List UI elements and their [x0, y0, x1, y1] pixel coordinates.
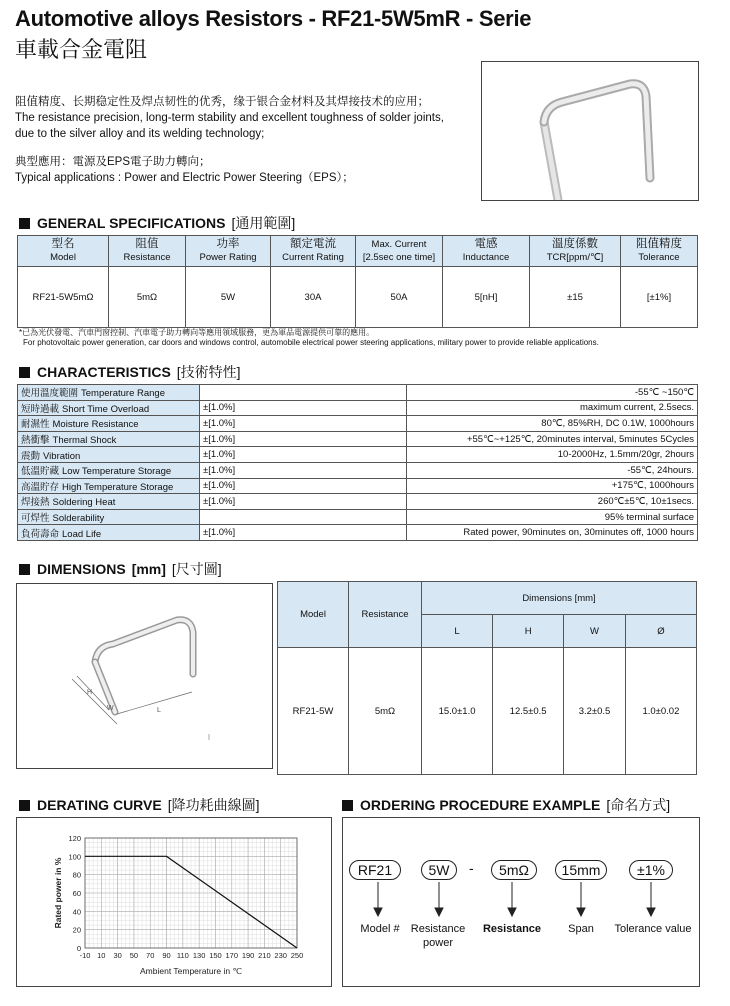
char-name-en: Short Time Overload: [62, 403, 150, 415]
dimensions-title-zh: [尺寸圖]: [171, 561, 222, 577]
char-name-cell: [18, 478, 200, 494]
char-row: [18, 447, 698, 463]
order-code-resistance: 5mΩ: [491, 860, 537, 880]
spec-data-row: [18, 267, 698, 328]
spec-cell: ±15: [530, 267, 621, 328]
intro-zh-1: 阻值精度、长期稳定性及焊点韧性的优秀，缘于银合金材料及其焊接技术的应用；: [15, 96, 429, 108]
char-name-cell: [18, 416, 200, 432]
y-tick-label: 60: [72, 889, 81, 898]
order-label-power: Resistance power: [410, 923, 466, 949]
general-spec-table: [17, 235, 698, 328]
characteristics-table: [17, 384, 698, 541]
spec-col-tolerance: 阻值精度 Tolerance: [621, 236, 698, 267]
y-tick-label: 100: [68, 852, 81, 862]
char-tolerance-cell: ±[1.0%]: [200, 462, 407, 478]
dimensions-heading: [19, 559, 222, 579]
char-tolerance-cell: ±[1.0%]: [200, 494, 407, 510]
dimension-drawing-svg: [17, 584, 272, 768]
y-tick-label: 20: [72, 925, 81, 935]
characteristics-title: CHARACTERISTICS: [37, 364, 171, 380]
dim-col-resistance: Resistance: [349, 582, 422, 648]
dim-header-row: [278, 582, 697, 615]
ordering-title-zh: [命名方式]: [606, 797, 671, 813]
char-name-en: Low Temperature Storage: [62, 466, 172, 478]
x-tick-label: 110: [176, 951, 189, 960]
dim-data-row: [278, 648, 697, 775]
char-name-cell: [18, 431, 200, 447]
char-name-zh: 負荷壽命: [21, 528, 60, 540]
dim-col-phi: Ø: [625, 615, 696, 648]
char-value-cell: -55℃, 24hours.: [407, 462, 698, 478]
dim-cell: 3.2±0.5: [564, 648, 626, 775]
x-tick-label: 230: [274, 951, 287, 960]
char-name-en: Moisture Resistance: [52, 419, 139, 431]
char-tolerance-cell: ±[1.0%]: [200, 400, 407, 416]
derating-chart: [16, 817, 332, 987]
ordering-box: [342, 817, 700, 987]
x-tick-label: 10: [97, 951, 106, 960]
char-row: [18, 431, 698, 447]
page-subtitle: 車載合金電阻: [15, 37, 148, 62]
y-tick-label: 80: [72, 870, 81, 880]
resistor-illustration: [482, 62, 698, 200]
spec-note: [19, 328, 599, 348]
x-tick-label: 90: [162, 951, 171, 960]
spec-col-current: 額定電流 Current Rating: [271, 236, 356, 267]
spec-col-power: 功率 Power Rating: [186, 236, 271, 267]
derating-heading: [19, 795, 260, 815]
x-axis-label: Ambient Temperature in ℃: [140, 966, 242, 976]
spec-cell: 30A: [271, 267, 356, 328]
char-row: [18, 478, 698, 494]
general-spec-title: GENERAL SPECIFICATIONS: [37, 215, 226, 231]
char-value-cell: 80℃, 85%RH, DC 0.1W, 1000hours: [407, 416, 698, 432]
char-name-cell: [18, 385, 200, 401]
product-image: [481, 61, 699, 201]
spec-cell: [±1%]: [621, 267, 698, 328]
char-name-cell: [18, 400, 200, 416]
char-row: [18, 525, 698, 541]
order-label-model: Model #: [360, 923, 400, 935]
char-tolerance-cell: [200, 385, 407, 401]
char-value-cell: 10-2000Hz, 1.5mm/20gr, 2hours: [407, 447, 698, 463]
char-name-en: Solderability: [52, 513, 105, 525]
spec-col-resistance: 阻值 Resistance: [109, 236, 186, 267]
char-name-zh: 熱衝擊: [21, 435, 50, 447]
order-label-span: Span: [568, 923, 594, 935]
spec-col-inductance: 電感 Inductance: [443, 236, 530, 267]
char-value-cell: -55℃ ~150℃: [407, 385, 698, 401]
derating-title-zh: [降功耗曲線圖]: [167, 797, 260, 813]
char-name-en: Thermal Shock: [52, 435, 117, 447]
x-tick-label: 190: [241, 951, 255, 960]
char-name-zh: 短時過載: [21, 403, 60, 415]
y-axis-label: Rated power in %: [53, 857, 63, 929]
char-row: [18, 509, 698, 525]
char-name-en: Load Life: [62, 528, 102, 540]
section-bullet: [19, 564, 30, 575]
spec-col-model: 型名 Model: [18, 236, 109, 267]
characteristics-title-zh: [技術特性]: [176, 364, 241, 380]
order-label-tolerance: Tolerance value: [614, 923, 692, 935]
char-name-cell: [18, 509, 200, 525]
dim-col-w: W: [564, 615, 626, 648]
char-tolerance-cell: ±[1.0%]: [200, 416, 407, 432]
svg-text:L: L: [157, 707, 161, 714]
char-name-en: High Temperature Storage: [62, 481, 174, 493]
x-tick-label: 50: [129, 951, 139, 960]
intro-en-1a: The resistance precision, long-term stability and excellent toughness of solder joints,: [15, 112, 444, 124]
char-tolerance-cell: [200, 509, 407, 525]
dimension-drawing: [16, 583, 273, 769]
derating-chart-svg: [17, 818, 331, 986]
order-dash: -: [469, 860, 474, 876]
order-code-power: 5W: [421, 860, 457, 880]
y-tick-label: 40: [72, 907, 81, 917]
char-tolerance-cell: ±[1.0%]: [200, 525, 407, 541]
char-tolerance-cell: ±[1.0%]: [200, 431, 407, 447]
general-spec-title-zh: [通用範圍]: [231, 215, 296, 231]
char-name-zh: 可焊性: [21, 513, 50, 525]
dim-col-dimensions: Dimensions [mm]: [422, 582, 697, 615]
x-tick-label: 210: [258, 951, 271, 960]
x-tick-label: 30: [113, 951, 122, 960]
order-code-tolerance: ±1%: [629, 860, 673, 880]
spec-cell: 5mΩ: [109, 267, 186, 328]
svg-text:H: H: [87, 689, 93, 696]
x-tick-label: 250: [290, 951, 304, 960]
x-tick-label: 130: [192, 951, 206, 960]
char-value-cell: 260℃±5℃, 10±1secs.: [407, 494, 698, 510]
char-name-zh: 高溫貯存: [21, 481, 60, 493]
dim-col-model: Model: [278, 582, 349, 648]
char-value-cell: Rated power, 90minutes on, 30minutes off, 1000 hours: [407, 525, 698, 541]
dimensions-unit: [mm]: [131, 561, 166, 577]
char-value-cell: 95% terminal surface: [407, 509, 698, 525]
intro-en-2: Typical applications : Power and Electric Power Steering（EPS）；: [15, 172, 354, 184]
spec-cell: 50A: [356, 267, 443, 328]
ordering-title: ORDERING PROCEDURE EXAMPLE: [360, 797, 601, 813]
char-name-cell: [18, 494, 200, 510]
section-bullet: [19, 367, 30, 378]
characteristics-heading: [19, 362, 241, 382]
spec-col-max-current: Max. Current [2.5sec one time]: [356, 236, 443, 267]
dim-cell: 15.0±1.0: [422, 648, 493, 775]
order-code-span: 15mm: [555, 860, 607, 880]
general-spec-heading: [19, 213, 295, 233]
char-row: [18, 416, 698, 432]
char-row: [18, 385, 698, 401]
char-name-zh: 低溫貯藏: [21, 466, 60, 478]
char-value-cell: maximum current, 2.5secs.: [407, 400, 698, 416]
intro-zh-2: 典型應用：電源及EPS電子助力轉向；: [15, 156, 211, 168]
char-name-en: Temperature Range: [81, 388, 165, 400]
section-bullet: [19, 218, 30, 229]
char-value-cell: +175℃, 1000hours: [407, 478, 698, 494]
x-tick-label: 170: [225, 951, 239, 960]
dim-col-h: H: [493, 615, 564, 648]
char-row: [18, 462, 698, 478]
char-name-cell: [18, 525, 200, 541]
spec-col-tcr: 溫度係數 TCR[ppm/℃]: [530, 236, 621, 267]
dim-cell: RF21-5W: [278, 648, 349, 775]
char-name-cell: [18, 462, 200, 478]
section-bullet: [342, 800, 353, 811]
order-code-model: RF21: [349, 860, 401, 880]
spec-cell: 5W: [186, 267, 271, 328]
char-tolerance-cell: ±[1.0%]: [200, 478, 407, 494]
order-label-resistance: Resistance: [482, 923, 542, 935]
spec-cell: 5[nH]: [443, 267, 530, 328]
spec-header-row: [18, 236, 698, 267]
char-name-en: Vibration: [43, 450, 81, 462]
intro-en-1b: due to the silver alloy and its welding technology;: [15, 128, 265, 140]
spec-note-zh: *已為光伏發電、汽車門窗控制、汽車電子助力轉向等應用領域服務，更為軍品電源提供可靠的應用。: [19, 328, 375, 337]
dim-cell: 1.0±0.02: [625, 648, 696, 775]
char-name-zh: 焊接熱: [21, 497, 50, 509]
x-tick-label: 150: [209, 951, 222, 960]
ordering-heading: [342, 795, 670, 815]
dim-cell: 12.5±0.5: [493, 648, 564, 775]
derating-title: DERATING CURVE: [37, 797, 162, 813]
char-name-zh: 耐濕性: [21, 419, 50, 431]
page-title: Automotive alloys Resistors - RF21-5W5mR - Serie: [15, 6, 532, 31]
char-name-zh: 震動: [21, 450, 41, 462]
x-tick-label: -10: [79, 951, 91, 960]
char-tolerance-cell: ±[1.0%]: [200, 447, 407, 463]
svg-text:W: W: [107, 705, 114, 712]
char-value-cell: +55℃~+125℃, 20minutes interval, 5minutes 5Cycles: [407, 431, 698, 447]
x-tick-label: 70: [146, 951, 155, 960]
char-name-zh: 使用溫度範圍: [21, 388, 79, 400]
y-tick-label: 120: [68, 834, 81, 843]
dim-cell: 5mΩ: [349, 648, 422, 775]
dim-col-l: L: [422, 615, 493, 648]
char-row: [18, 400, 698, 416]
spec-note-en: For photovoltaic power generation, car doors and windows control, automobile electrical power steering applications, military power to provide reliable applications.: [23, 338, 599, 347]
y-tick-label: 0: [76, 944, 81, 953]
char-name-en: Soldering Heat: [52, 497, 116, 509]
intro-text: [15, 94, 475, 198]
char-row: [18, 494, 698, 510]
section-bullet: [19, 800, 30, 811]
order-arrows: [343, 818, 699, 986]
dimensions-title: DIMENSIONS: [37, 561, 126, 577]
char-name-cell: [18, 447, 200, 463]
spec-cell: RF21-5W5mΩ: [18, 267, 109, 328]
dimensions-table: [277, 581, 697, 775]
